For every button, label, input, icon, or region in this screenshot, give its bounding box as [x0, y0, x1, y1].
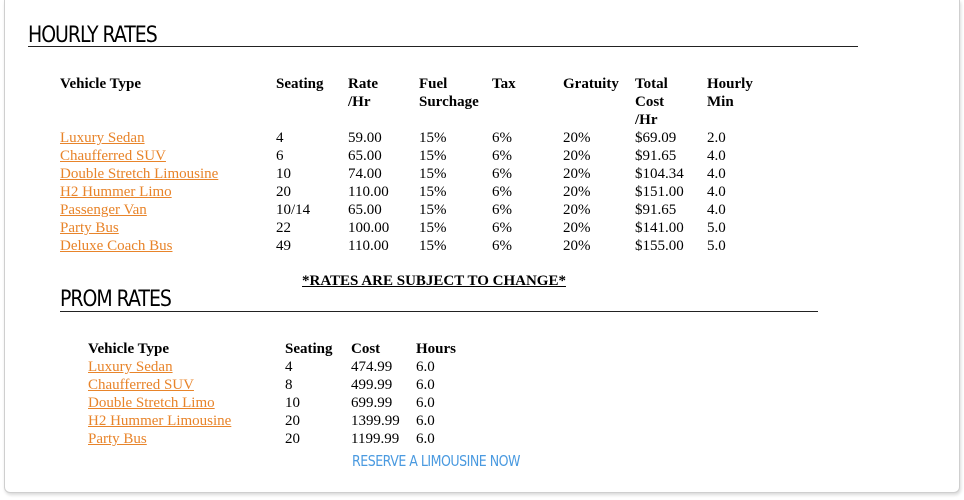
total-cell: $91.65: [635, 148, 677, 164]
table-row: [60, 147, 767, 165]
seating-cell: 49: [276, 238, 291, 254]
total-cell: $151.00: [635, 184, 684, 200]
hours-cell: 6.0: [416, 359, 435, 375]
hourly-header-row: [60, 75, 767, 129]
vehicle-link[interactable]: Luxury Sedan: [88, 359, 173, 375]
tax-cell: 6%: [492, 184, 512, 200]
seating-cell: 4: [285, 359, 293, 375]
vehicle-cell: [88, 358, 285, 376]
seating-cell: 20: [285, 413, 300, 429]
header-vehicle-type: Vehicle Type: [88, 341, 169, 357]
gratuity-cell: 20%: [563, 184, 591, 200]
header-seating: Seating: [276, 76, 324, 92]
vehicle-link[interactable]: Chaufferred SUV: [88, 377, 194, 393]
fuel-cell: 15%: [419, 130, 447, 146]
fuel-cell: 15%: [419, 184, 447, 200]
vehicle-link[interactable]: Deluxe Coach Bus: [60, 238, 173, 254]
tax-cell: 6%: [492, 220, 512, 236]
total-cell: $141.00: [635, 220, 684, 236]
header-rate-line: /Hr: [348, 94, 371, 110]
vehicle-cell: [88, 394, 285, 412]
table-row: [60, 201, 767, 219]
header-rate-line: Rate: [348, 76, 378, 92]
header-rate: [348, 75, 419, 129]
cost-cell: 1399.99: [351, 413, 400, 429]
tax-cell: 6%: [492, 148, 512, 164]
prom-rates-title: PROM RATES: [60, 287, 171, 312]
header-total-cost: [635, 75, 707, 129]
min-cell: 5.0: [707, 220, 726, 236]
hours-cell: 6.0: [416, 377, 435, 393]
seating-cell: 6: [276, 148, 284, 164]
cost-cell: 1199.99: [351, 431, 400, 447]
seating-cell: 10: [276, 166, 291, 182]
vehicle-link[interactable]: Passenger Van: [60, 202, 147, 218]
table-row: [88, 394, 476, 412]
vehicle-link[interactable]: Party Bus: [88, 431, 147, 447]
seating-cell: 8: [285, 377, 293, 393]
vehicle-cell: [60, 219, 276, 237]
hourly-rates-table: [60, 75, 767, 255]
vehicle-link[interactable]: Luxury Sedan: [60, 130, 145, 146]
prom-rates-divider: [60, 311, 818, 312]
fuel-cell: 15%: [419, 238, 447, 254]
vehicle-cell: [88, 430, 285, 448]
seating-cell: 4: [276, 130, 284, 146]
vehicle-cell: [60, 165, 276, 183]
gratuity-cell: 20%: [563, 166, 591, 182]
total-cell: $69.09: [635, 130, 677, 146]
table-row: [88, 376, 476, 394]
gratuity-cell: 20%: [563, 220, 591, 236]
tax-cell: 6%: [492, 202, 512, 218]
rates-change-notice: *RATES ARE SUBJECT TO CHANGE*: [302, 273, 566, 289]
header-tax: Tax: [492, 76, 516, 92]
vehicle-cell: [60, 129, 276, 147]
table-row: [60, 183, 767, 201]
seating-cell: 22: [276, 220, 291, 236]
min-cell: 4.0: [707, 148, 726, 164]
rate-cell: 65.00: [348, 148, 382, 164]
header-total-line: Cost: [635, 94, 665, 110]
table-row: [88, 412, 476, 430]
min-cell: 4.0: [707, 166, 726, 182]
total-cell: $104.34: [635, 166, 684, 182]
fuel-cell: 15%: [419, 166, 447, 182]
hours-cell: 6.0: [416, 431, 435, 447]
min-cell: 2.0: [707, 130, 726, 146]
prom-header-row: [88, 340, 476, 358]
min-cell: 4.0: [707, 202, 726, 218]
min-cell: 5.0: [707, 238, 726, 254]
prom-rates-table: [88, 340, 476, 448]
seating-cell: 20: [285, 431, 300, 447]
header-min-line: Min: [707, 94, 734, 110]
rate-cell: 110.00: [348, 238, 389, 254]
vehicle-cell: [60, 147, 276, 165]
vehicle-cell: [60, 201, 276, 219]
vehicle-cell: [60, 237, 276, 255]
rate-cell: 65.00: [348, 202, 382, 218]
tax-cell: 6%: [492, 166, 512, 182]
total-cell: $155.00: [635, 238, 684, 254]
gratuity-cell: 20%: [563, 148, 591, 164]
rate-cell: 100.00: [348, 220, 390, 236]
rate-cell: 74.00: [348, 166, 382, 182]
header-fuel-line: Surchage: [419, 94, 479, 110]
header-fuel-line: Fuel: [419, 76, 448, 92]
gratuity-cell: 20%: [563, 130, 591, 146]
seating-cell: 10/14: [276, 202, 311, 218]
vehicle-cell: [88, 376, 285, 394]
header-vehicle-type: Vehicle Type: [60, 76, 141, 92]
header-fuel-surcharge: [419, 75, 492, 129]
fuel-cell: 15%: [419, 148, 447, 164]
table-row: [60, 165, 767, 183]
tax-cell: 6%: [492, 238, 512, 254]
gratuity-cell: 20%: [563, 238, 591, 254]
cost-cell: 699.99: [351, 395, 393, 411]
header-total-line: /Hr: [635, 112, 658, 128]
table-row: [60, 129, 767, 147]
vehicle-link[interactable]: Double Stretch Limousine: [60, 166, 219, 182]
header-gratuity: Gratuity: [563, 76, 619, 92]
cost-cell: 499.99: [351, 377, 393, 393]
seating-cell: 10: [285, 395, 300, 411]
hourly-rates-divider: [28, 46, 858, 47]
vehicle-link[interactable]: Party Bus: [60, 220, 119, 236]
hours-cell: 6.0: [416, 413, 435, 429]
hours-cell: 6.0: [416, 395, 435, 411]
vehicle-cell: [60, 183, 276, 201]
fuel-cell: 15%: [419, 202, 447, 218]
vehicle-cell: [88, 412, 285, 430]
rate-cell: 110.00: [348, 184, 389, 200]
total-cell: $91.65: [635, 202, 677, 218]
seating-cell: 20: [276, 184, 291, 200]
header-cost: Cost: [351, 341, 381, 357]
table-row: [88, 430, 476, 448]
vehicle-link[interactable]: Chaufferred SUV: [60, 148, 166, 164]
header-hours: Hours: [416, 341, 457, 357]
table-row: [60, 219, 767, 237]
header-hourly-min: [707, 75, 767, 129]
header-total-line: Total: [635, 76, 668, 92]
fuel-cell: 15%: [419, 220, 447, 236]
header-min-line: Hourly: [707, 76, 753, 92]
cost-cell: 474.99: [351, 359, 393, 375]
vehicle-link[interactable]: H2 Hummer Limo: [60, 184, 172, 200]
tax-cell: 6%: [492, 130, 512, 146]
table-row: [88, 358, 476, 376]
min-cell: 4.0: [707, 184, 726, 200]
hourly-rates-title: HOURLY RATES: [28, 23, 157, 48]
table-row: [60, 237, 767, 255]
gratuity-cell: 20%: [563, 202, 591, 218]
vehicle-link[interactable]: Double Stretch Limo: [88, 395, 215, 411]
reserve-limousine-link[interactable]: RESERVE A LIMOUSINE NOW: [352, 452, 521, 470]
rate-cell: 59.00: [348, 130, 382, 146]
vehicle-link[interactable]: H2 Hummer Limousine: [88, 413, 232, 429]
header-seating: Seating: [285, 341, 333, 357]
